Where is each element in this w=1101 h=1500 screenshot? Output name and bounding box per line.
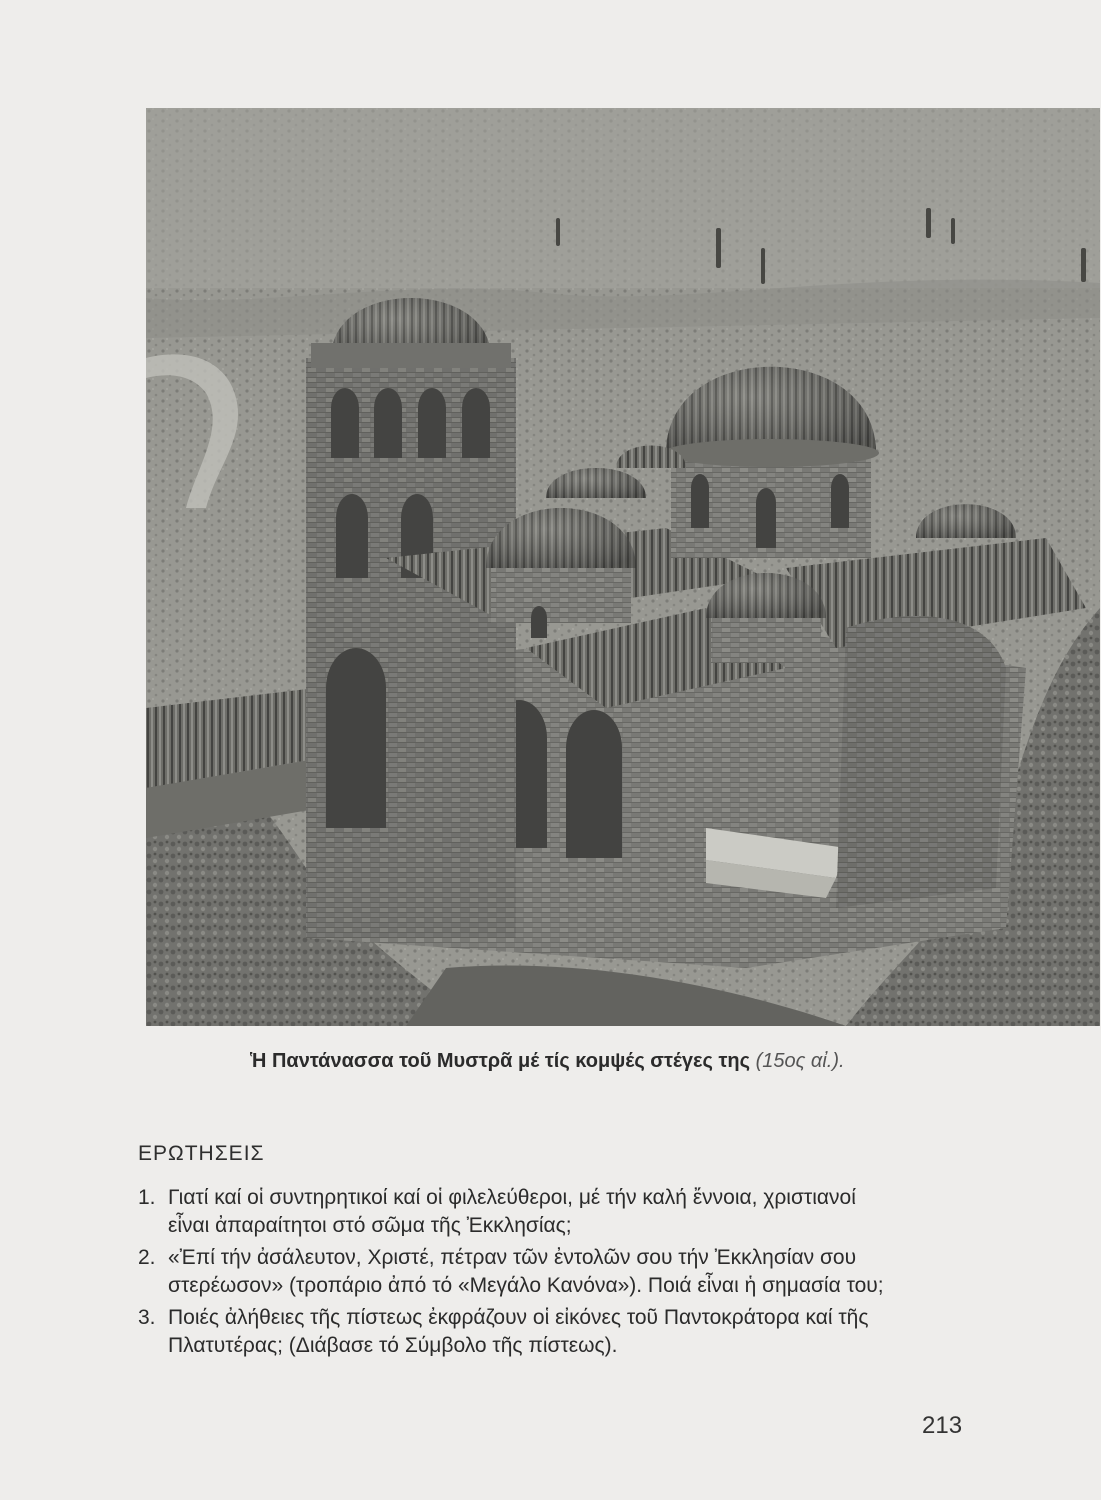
question-number: 2. xyxy=(138,1246,156,1269)
question-line: «Ἐπί τήν ἀσάλευτον, Χριστέ, πέτραν τῶν ἐντολῶν σου τήν Ἐκκλησίαν σου xyxy=(168,1246,857,1269)
caption-date: (15ος αἰ.). xyxy=(755,1050,845,1072)
question-item xyxy=(138,1184,978,1240)
question-number: 1. xyxy=(138,1186,156,1209)
questions-heading: ΕΡΩΤΗΣΕΙΣ xyxy=(138,1142,265,1165)
figure-caption xyxy=(250,1048,1010,1074)
questions-list xyxy=(138,1184,978,1364)
question-line: Ποιές ἀλήθειες τῆς πίστεως ἐκφράζουν οἱ εἰκόνες τοῦ Παντοκράτορα καί τῆς xyxy=(168,1306,869,1329)
question-line: Γιατί καί οἱ συντηρητικοί καί οἱ φιλελεύθεροι, μέ τήν καλή ἔννοια, χριστιανοί xyxy=(168,1186,856,1209)
church-photograph xyxy=(146,108,1100,1026)
question-item xyxy=(138,1244,978,1300)
question-item xyxy=(138,1304,978,1360)
question-line: στερέωσον» (τροπάριο ἀπό τό «Μεγάλο Κανόνα»). Ποιά εἶναι ἡ σημασία του; xyxy=(168,1274,884,1297)
question-line: Πλατυτέρας; (Διάβασε τό Σύμβολο τῆς πίστεως). xyxy=(168,1334,618,1357)
caption-main: Ἡ Παντάνασσα τοῦ Μυστρᾶ μέ τίς κομψές στέγες της xyxy=(250,1050,751,1072)
church-illustration xyxy=(146,108,1100,1026)
question-number: 3. xyxy=(138,1306,156,1329)
question-line: εἶναι ἀπαραίτητοι στό σῶμα τῆς Ἐκκλησίας; xyxy=(168,1214,572,1237)
page-number: 213 xyxy=(922,1412,963,1439)
